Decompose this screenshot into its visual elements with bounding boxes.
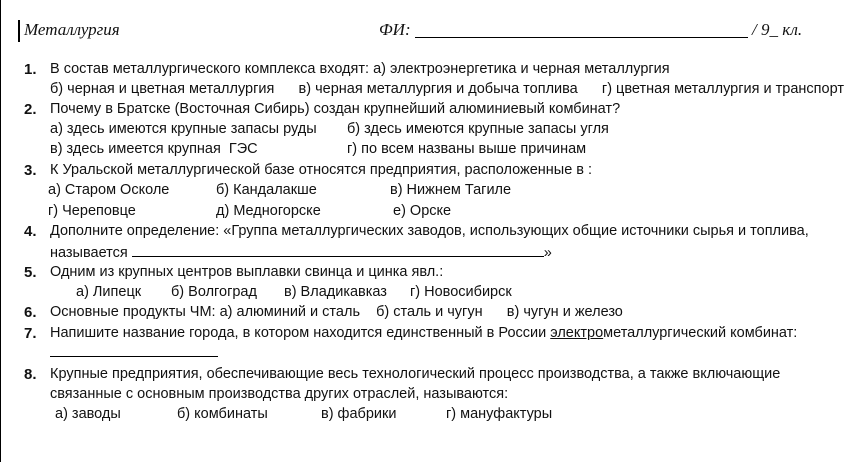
question-5-option-d: г) Новосибирск: [410, 284, 512, 300]
question-8-option-a: а) заводы: [55, 406, 121, 422]
question-number-5: 5.: [24, 264, 37, 281]
question-6-text: Основные продукты ЧМ: а) алюминий и сталь б) сталь и чугун в) чугун и железо: [50, 304, 623, 320]
question-5-option-b: б) Волгоград: [171, 284, 257, 300]
question-2-option-c: в) здесь имеется крупная ГЭС: [50, 141, 258, 157]
question-2-option-d: г) по всем названы выше причинам: [347, 141, 587, 157]
question-4-text: Дополните определение: «Группа металлургических заводов, использующих общие источники сырья и топлива,: [50, 223, 809, 239]
question-2-text: Почему в Братске (Восточная Сибирь) создан крупнейший алюминиевый комбинат?: [50, 101, 621, 117]
question-number-1: 1.: [24, 61, 37, 78]
subject-title: Металлургия: [24, 20, 120, 39]
question-3-text: К Уральской металлургической базе относятся предприятия, расположенные в :: [50, 162, 593, 178]
question-2-option-b: б) здесь имеются крупные запасы угля: [347, 121, 609, 137]
question-7-text: [50, 325, 797, 342]
question-4-answer-blank[interactable]: [132, 243, 544, 257]
question-4-continuation: [50, 243, 552, 262]
question-number-3: 3.: [24, 162, 37, 179]
question-4-prefix: называется: [50, 245, 128, 261]
question-8-option-b: б) комбинаты: [177, 406, 268, 422]
question-number-6: 6.: [24, 304, 37, 321]
question-5-text: Одним из крупных центров выплавки свинца и цинка явл.:: [50, 264, 444, 280]
question-number-8: 8.: [24, 366, 37, 383]
question-8-text-line2: связанные с основным производства других отраслей, называются:: [50, 386, 509, 402]
question-7-text-after: металлургический комбинат:: [603, 325, 798, 341]
question-3-option-a: а) Старом Осколе: [48, 182, 170, 198]
question-5-option-a: а) Липецк: [76, 284, 142, 300]
class-label: / 9_ кл.: [752, 20, 803, 39]
question-3-option-d: г) Череповце: [48, 203, 136, 219]
question-number-2: 2.: [24, 101, 37, 118]
text-cursor: [18, 20, 20, 42]
question-3-option-c: в) Нижнем Тагиле: [390, 182, 512, 198]
question-8-option-d: г) мануфактуры: [446, 406, 553, 422]
question-number-7: 7.: [24, 325, 37, 342]
question-7-text-before: Напишите название города, в котором находится единственный в России: [50, 325, 551, 341]
question-4-suffix: »: [543, 245, 552, 261]
question-3-option-b: б) Кандалакше: [216, 182, 317, 198]
question-8-option-c: в) фабрики: [321, 406, 397, 422]
name-blank-line[interactable]: [415, 37, 748, 38]
question-3-option-e: д) Медногорске: [216, 203, 321, 219]
name-label: ФИ:: [379, 20, 411, 39]
question-7-underlined-word: электро: [550, 325, 604, 341]
question-number-4: 4.: [24, 223, 37, 240]
question-1-options: б) черная и цветная металлургия в) черная металлургия и добыча топлива г) цветная металлургия и транспорт: [50, 81, 844, 97]
question-5-option-c: в) Владикавказ: [284, 284, 387, 300]
question-1-text: В состав металлургического комплекса входят: а) электроэнергетика и черная металлургия: [50, 61, 670, 77]
question-8-text: Крупные предприятия, обеспечивающие весь технологический процесс производства, а также включающие: [50, 366, 781, 382]
page-left-border: [0, 0, 1, 462]
question-3-option-f: е) Орске: [393, 203, 452, 219]
question-7-answer-blank[interactable]: [50, 356, 218, 357]
question-2-option-a: а) здесь имеются крупные запасы руды: [50, 121, 317, 137]
